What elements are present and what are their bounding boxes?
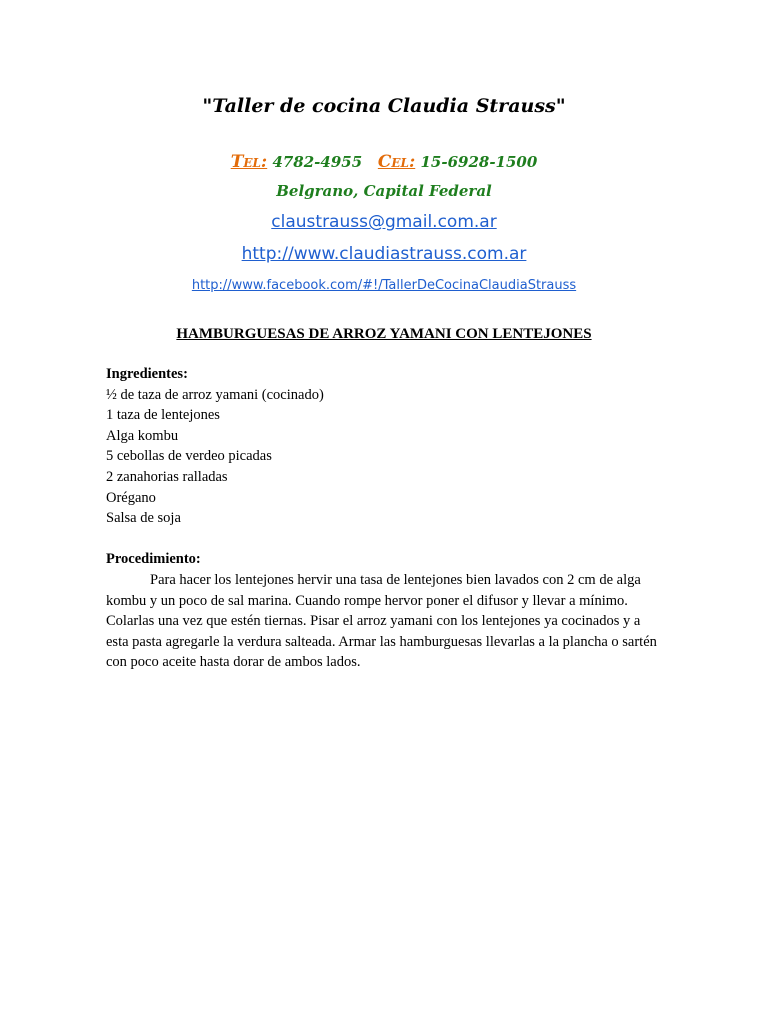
cel-number: 15-6928-1500 xyxy=(420,153,538,171)
list-item: 2 zanahorias ralladas xyxy=(106,468,228,485)
list-item: 1 taza de lentejones xyxy=(106,407,220,424)
recipe-body xyxy=(106,364,666,673)
location: Belgrano, Capital Federal xyxy=(276,182,492,200)
list-item: 5 cebollas de verdeo picadas xyxy=(106,448,272,465)
email-link[interactable]: claustrauss@gmail.com.ar xyxy=(271,212,497,232)
list-item: ½ de taza de arroz yamani (cocinado) xyxy=(106,386,324,403)
ingredients-list xyxy=(106,385,666,529)
recipe-title: HAMBURGUESAS DE ARROZ YAMANI CON LENTEJONES xyxy=(176,326,592,342)
procedure-heading: Procedimiento: xyxy=(106,551,201,568)
workshop-title: "Taller de cocina Claudia Strauss" xyxy=(202,95,566,117)
list-item: Salsa de soja xyxy=(106,510,181,527)
ingredients-heading: Ingredientes: xyxy=(106,366,188,382)
tel-number: 4782-4955 xyxy=(272,153,363,171)
letterhead xyxy=(0,88,768,295)
tel-label: Tel: xyxy=(230,152,268,172)
phone-line xyxy=(0,150,768,174)
list-item: Alga kombu xyxy=(106,427,179,444)
facebook-link[interactable]: http://www.facebook.com/#!/TallerDeCocinaClaudiaStrauss xyxy=(191,278,577,293)
procedure-text: Para hacer los lentejones hervir una tasa de lentejones bien lavados con 2 cm de alga kombu y un poco de sal marina. Cuando rompe hervor poner el difusor y llevar a mínimo. Colarlas una vez que estén tiernas. Pisar el arroz yamani con los lentejones ya cocinados y a esta pasta agregarle la verdura salteada. Armar las hamburguesas llevarlas a la plancha o sartén con poco aceite hasta dorar de ambos lados. xyxy=(106,571,657,671)
cel-label: Cel: xyxy=(377,152,416,172)
list-item: Orégano xyxy=(106,489,156,506)
website-link[interactable]: http://www.claudiastrauss.com.ar xyxy=(241,244,527,264)
